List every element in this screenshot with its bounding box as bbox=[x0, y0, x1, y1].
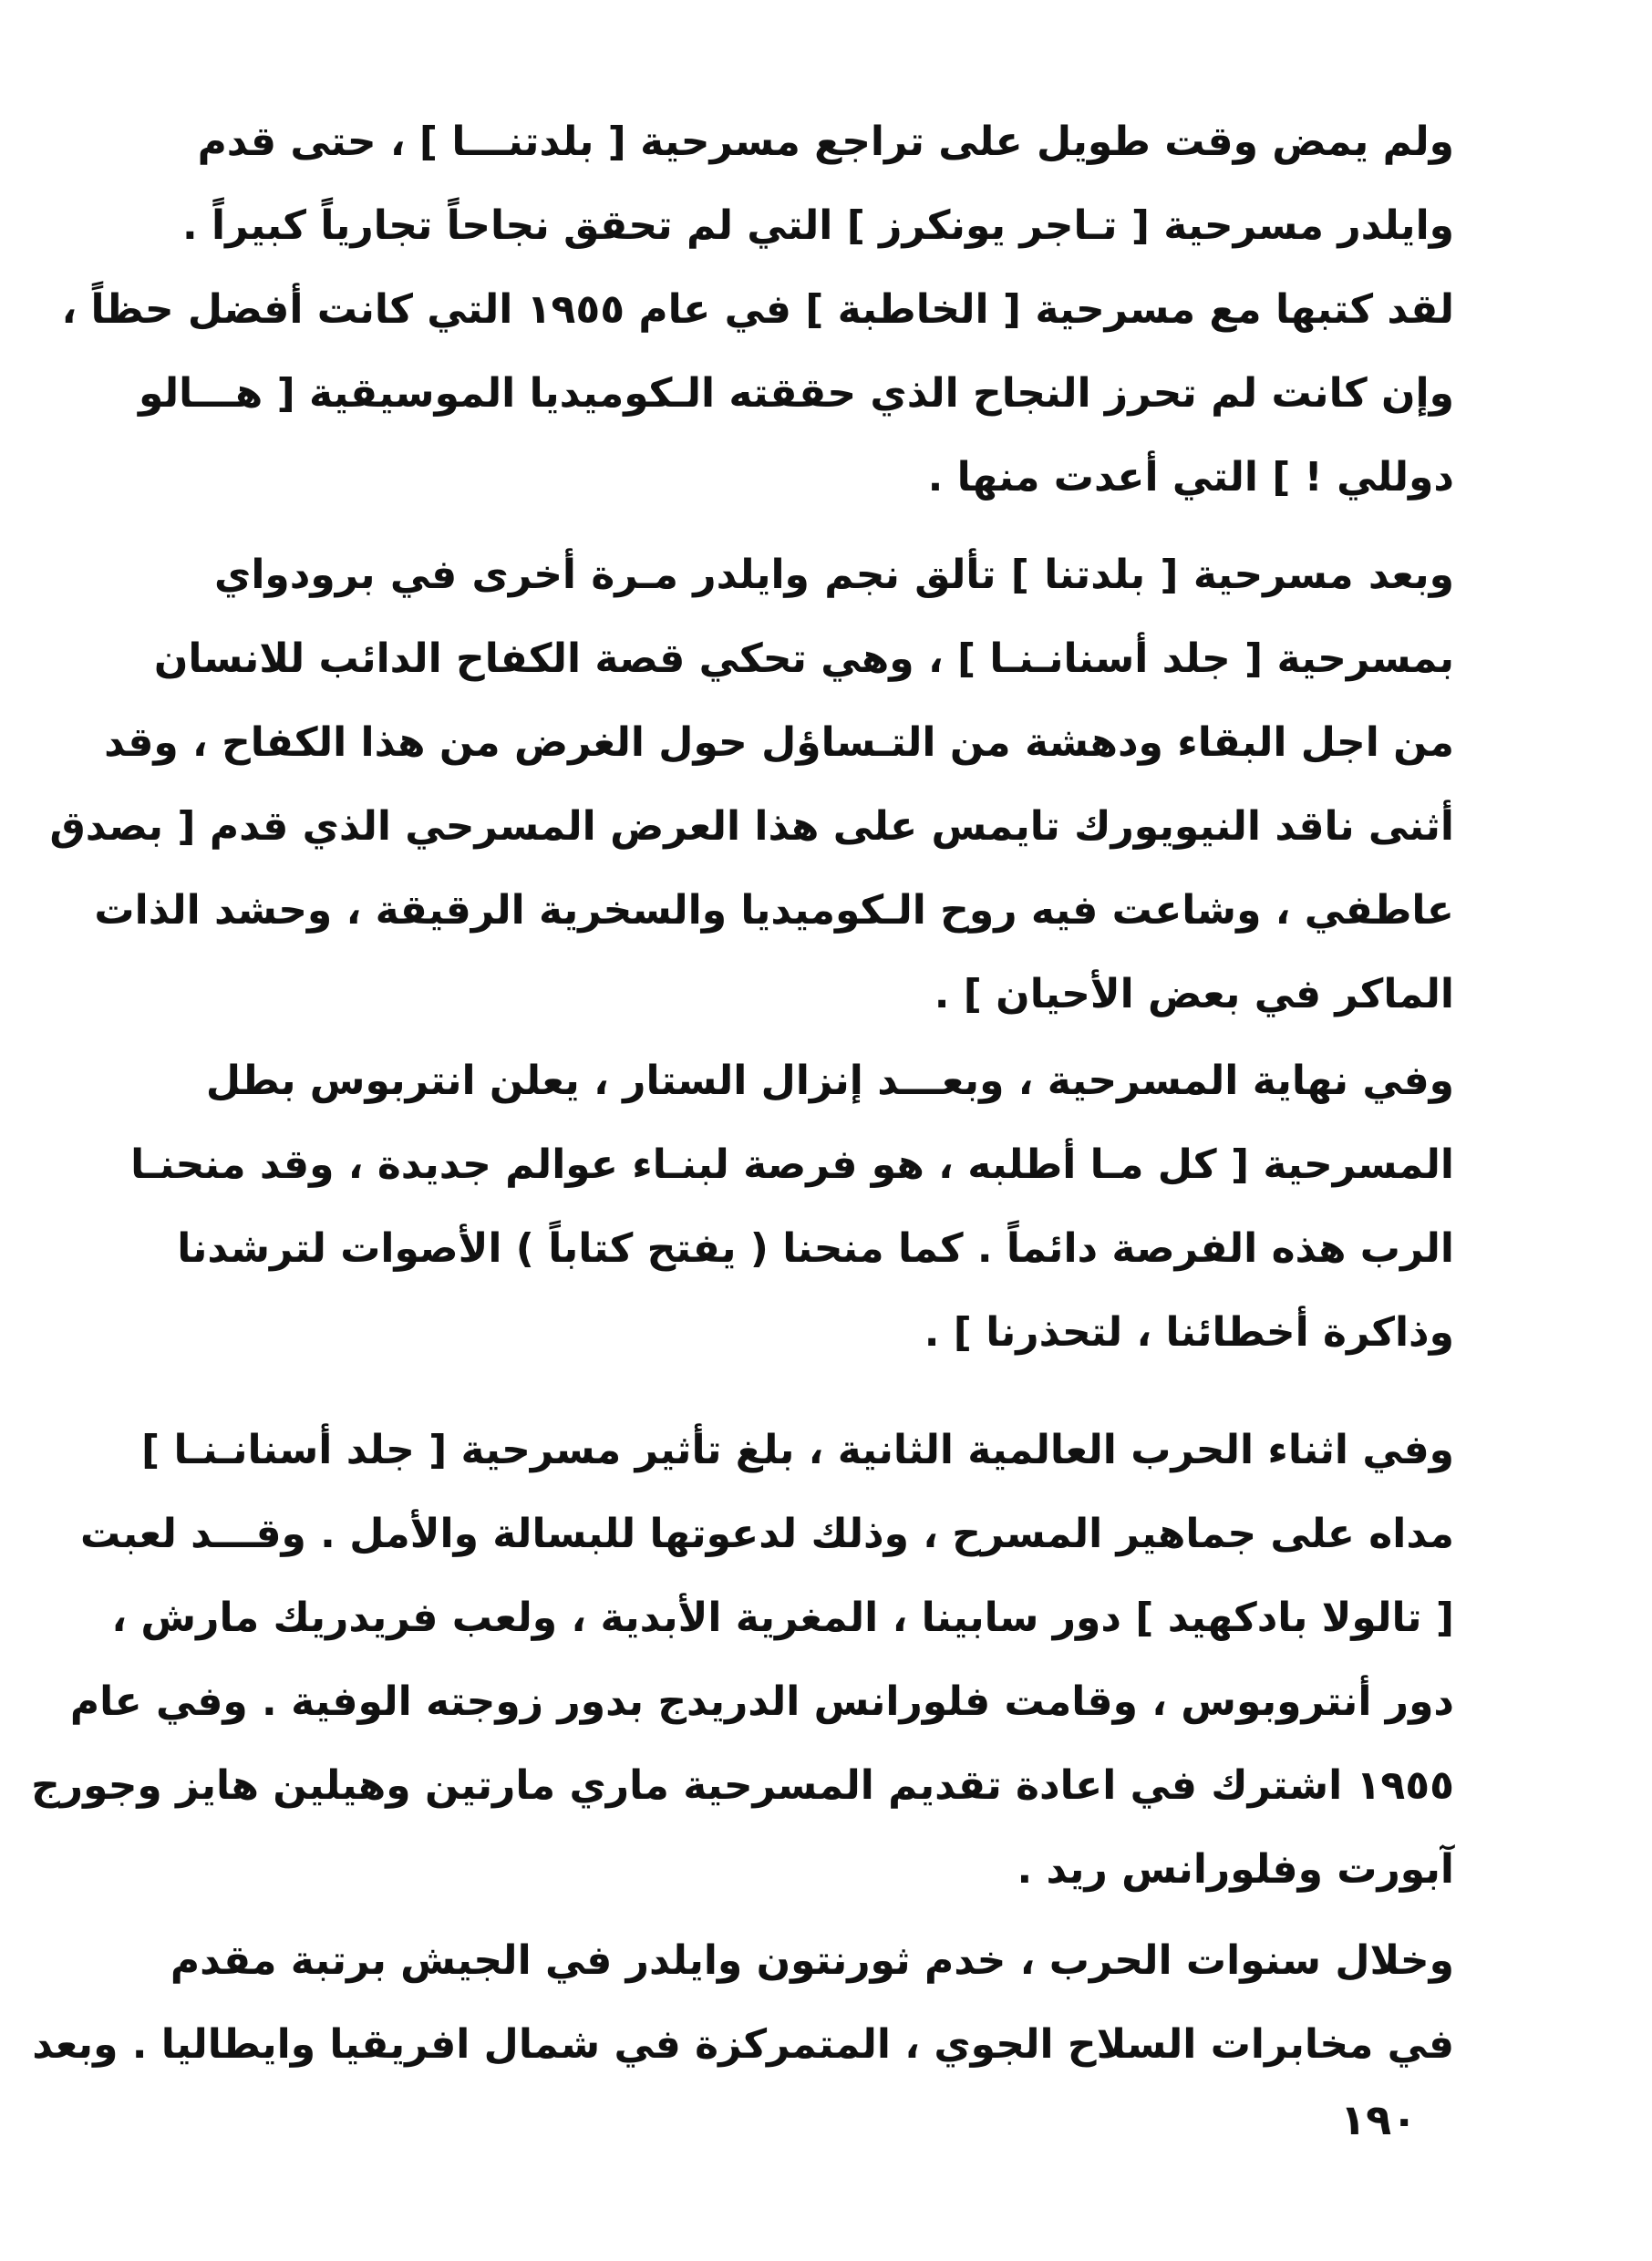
paragraph-line: وبعد مسرحية [ بلدتنا ] تألق نجم وايلدر مـرة أخرى في برودواي bbox=[214, 552, 1454, 598]
paragraph-1 bbox=[61, 100, 1454, 520]
paragraph-line: المسرحية [ كل مـا أطلبه ، هو فرصة لبنـاء عوالم جديدة ، وقد منحنـا bbox=[130, 1141, 1454, 1188]
paragraph-line: وإن كانت لم تحرز النجاح الذي حققته الـكوميديا الموسيقية [ هـــالو bbox=[139, 370, 1454, 417]
paragraph-3 bbox=[130, 1039, 1454, 1375]
paragraph-line: آبورت وفلورانس ريد . bbox=[1017, 1846, 1454, 1893]
paragraph-line: [ تالولا بادكهيد ] دور سابينا ، المغرية الأبدية ، ولعب فريدريك مارش ، bbox=[111, 1595, 1454, 1641]
paragraph-line: عاطفي ، وشاعت فيه روح الـكوميديا والسخرية الرقيقة ، وحشد الذات bbox=[94, 887, 1454, 934]
paragraph-line: الماكر في بعض الأحيان ] . bbox=[934, 971, 1454, 1017]
paragraph-line: وفي نهاية المسرحية ، وبعـــد إنزال الستار ، يعلن انتربوس بطل bbox=[205, 1058, 1454, 1104]
paragraph-line: دوللي ! ] التي أعدت منها . bbox=[927, 454, 1454, 501]
paragraph-line: ولم يمض وقت طويل على تراجع مسرحية [ بلدتنـــا ] ، حتى قدم bbox=[197, 119, 1454, 165]
paragraph-line: أثنى ناقد النيويورك تايمس على هذا العرض المسرحي الذي قدم [ بصدق bbox=[49, 803, 1454, 850]
paragraph-line: مداه على جماهير المسرح ، وذلك لدعوتها للبسالة والأمل . وقـــد لعبت bbox=[79, 1511, 1454, 1557]
paragraph-line: ١٩٥٥ اشترك في اعادة تقديم المسرحية ماري مارتين وهيلين هايز وجورج bbox=[31, 1762, 1454, 1809]
paragraph-line: من اجل البقاء ودهشة من التـساؤل حول الغرض من هذا الكفاح ، وقد bbox=[104, 719, 1454, 766]
paragraph-4 bbox=[31, 1409, 1454, 1912]
paragraph-line: لقد كتبها مع مسرحية [ الخاطبة ] في عام ١٩٥٥ التي كانت أفضل حظاً ، bbox=[61, 286, 1454, 333]
paragraph-line: وفي اثناء الحرب العالمية الثانية ، بلغ تأثير مسرحية [ جلد أسنانـنـا ] bbox=[141, 1427, 1454, 1473]
paragraph-line: بمسرحية [ جلد أسنانـنـا ] ، وهي تحكي قصة الكفاح الدائب للانسان bbox=[153, 635, 1454, 682]
paragraph-line: وايلدر مسرحية [ تـاجر يونكرز ] التي لم تحقق نجاحاً تجارياً كبيراً . bbox=[182, 202, 1454, 249]
paragraph-line: دور أنتروبوس ، وقامت فلورانس الدريدج بدور زوجته الوفية . وفي عام bbox=[69, 1678, 1454, 1725]
paragraph-2 bbox=[49, 533, 1454, 1037]
paragraph-line: وخلال سنوات الحرب ، خدم ثورنتون وايلدر في الجيش برتبة مقدم bbox=[170, 1937, 1454, 1984]
paragraph-5 bbox=[32, 1919, 1454, 2087]
paragraph-line: وذاكرة أخطائنا ، لتحذرنا ] . bbox=[924, 1309, 1454, 1356]
page-number: ١٩٠ bbox=[1340, 2095, 1418, 2144]
paragraph-line: في مخابرات السلاح الجوي ، المتمركزة في شمال افريقيا وايطاليا . وبعد bbox=[32, 2021, 1454, 2068]
paragraph-line: الرب هذه الفرصة دائماً . كما منحنا ( يفتح كتاباً ) الأصوات لترشدنا bbox=[177, 1225, 1454, 1272]
